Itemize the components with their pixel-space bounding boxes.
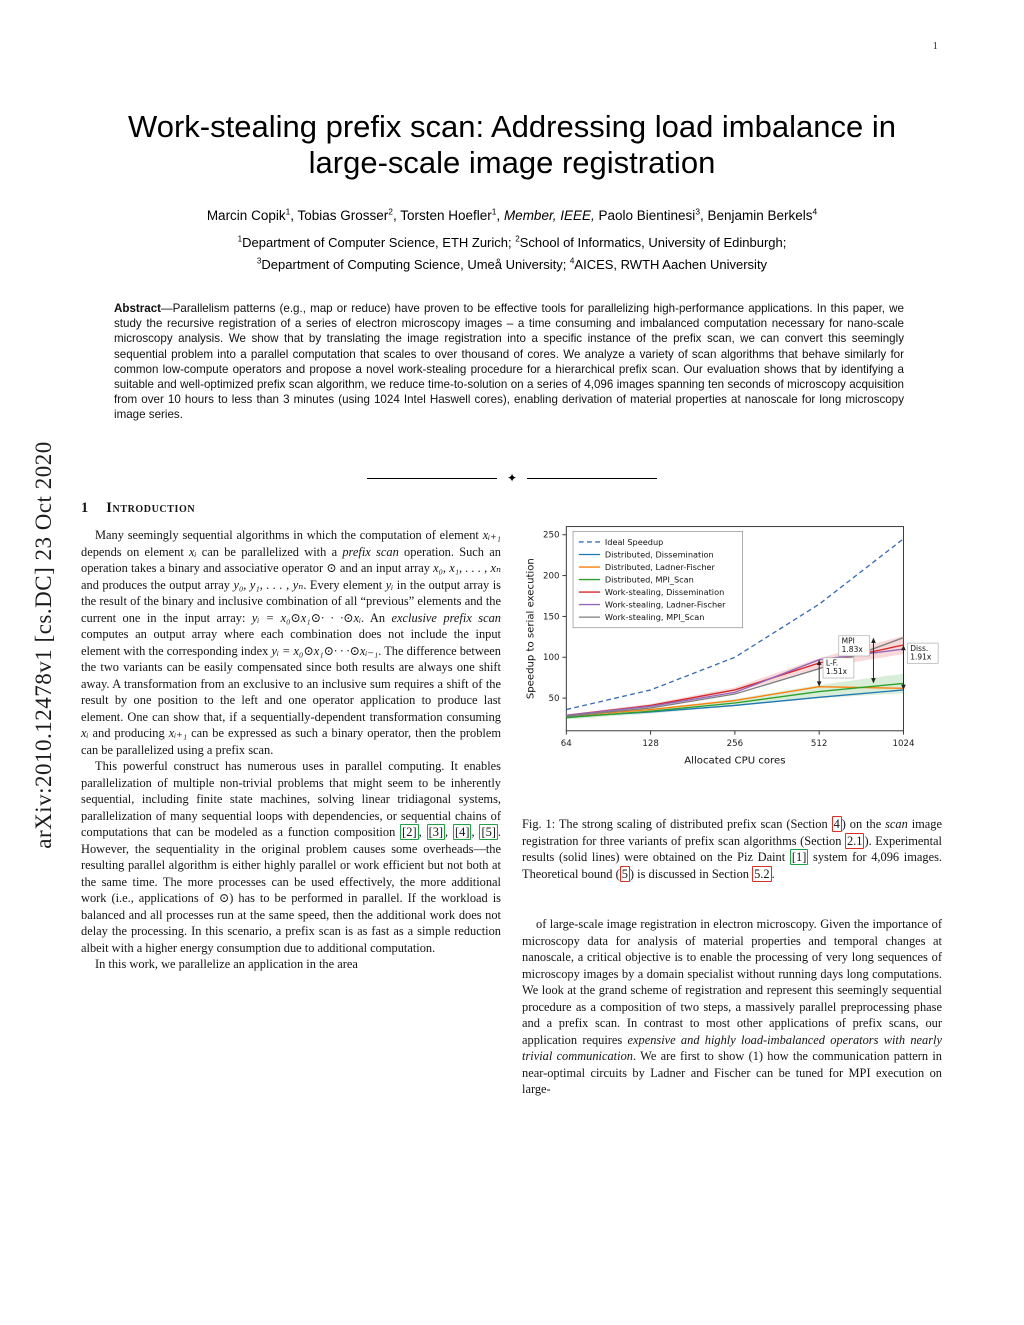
text-segment: xᵢ [81, 726, 89, 741]
paper-title: Work-stealing prefix scan: Addressing load imbalance in large-scale image registration [128, 108, 896, 181]
svg-text:1024: 1024 [892, 739, 915, 750]
text-segment: School of Informatics, University of Edinburgh; [519, 235, 787, 250]
separator-rule-left [367, 478, 497, 479]
svg-text:Distributed, Ladner-Fischer: Distributed, Ladner-Fischer [604, 561, 715, 572]
text-segment: Department of Computing Science, Umeå University; [261, 257, 570, 272]
internal-ref-link[interactable]: 4 [833, 817, 840, 831]
figure-1 [522, 515, 942, 804]
svg-text:100: 100 [543, 653, 560, 664]
svg-text:64: 64 [560, 739, 572, 750]
intro-paragraph-3 [81, 956, 501, 973]
text-segment: In this work, we parallelize an application in the area [95, 957, 358, 972]
svg-text:256: 256 [726, 739, 744, 750]
section-number: 1 [81, 500, 89, 516]
citation-link[interactable]: [1] [791, 850, 807, 864]
text-segment: and producing [88, 726, 169, 741]
text-segment: . Every element [303, 577, 386, 592]
svg-text:Work-stealing, Dissemination: Work-stealing, Dissemination [604, 586, 725, 597]
text-segment: depends on element [81, 544, 190, 559]
two-column-body [81, 497, 943, 1098]
text-segment: yᵢ = x₀⊙x₁⊙· · ·⊙xᵢ [251, 610, 362, 625]
svg-text:Distributed, Dissemination: Distributed, Dissemination [604, 549, 714, 560]
intro-paragraph-2 [81, 758, 501, 956]
svg-text:150: 150 [543, 612, 560, 623]
text-segment: , [471, 825, 480, 840]
text-segment: 3 [695, 206, 700, 217]
citation-link[interactable]: [3] [428, 825, 444, 840]
text-segment: ). Experimental results (solid lines) were obtained on the Piz Daint [522, 833, 942, 864]
text-segment: 4 [812, 206, 818, 217]
text-segment: ) is discussed in Section [629, 866, 753, 881]
right-paragraph-1 [522, 916, 942, 1098]
svg-text:250: 250 [543, 530, 560, 541]
citation-link[interactable]: [4] [455, 825, 470, 840]
svg-text:1.91x: 1.91x [910, 652, 932, 662]
text-segment: xᵢ₊₁ [168, 726, 188, 741]
text-segment: Fig. 1: The strong scaling of distributed prefix scan (Section [522, 817, 832, 831]
text-segment: AICES, RWTH Aachen University [574, 257, 768, 272]
svg-text:MPI: MPI [841, 636, 855, 646]
text-segment: computes an output array where each combination does not include the input element with the corresponding index [81, 627, 501, 658]
text-segment: 3 [256, 256, 262, 266]
figure1-caption [522, 816, 942, 882]
text-segment: This powerful construct has numerous uses in parallel computing. It enables parallelization of multiple non-trivial problems that might seem to be inherently sequential, including finite state machines, solving linear tridiagonal systems, parallelization of many sequential loops with dependencies, or sequential chains of computations that can be modeled as a function composition [81, 759, 501, 840]
text-segment: exclusive prefix scan [391, 610, 501, 625]
text-segment: 1 [285, 206, 291, 217]
svg-text:1.83x: 1.83x [841, 645, 863, 655]
text-segment: of large-scale image registration in electron microscopy. Given the importance of microscopy data for analysis of material properties and temporal changes at nanoscale, a critical objective is to enable the processing of very long sequences of microscopy images by a domain specialist without running days long computations. We look at the grand scheme of registration and represent this seemingly sequential procedure as a composition of two steps, a massively parallel preprocessing phase and a prefix scan. In contrast to most other applications of prefix scans, our application requires [522, 917, 942, 1047]
text-segment: scan [885, 817, 908, 831]
chart-xlabel: Allocated CPU cores [684, 755, 786, 767]
text-segment: . [771, 866, 775, 881]
section-separator [367, 472, 657, 484]
text-segment: 2 [388, 206, 393, 217]
svg-text:1.51x: 1.51x [825, 667, 848, 677]
text-segment: can be expressed as such a binary operator, then the problem can be parallelized using a prefix scan. [81, 726, 501, 757]
affiliations [0, 232, 1024, 276]
svg-text:L-F.: L-F. [825, 658, 839, 668]
text-segment: , [445, 825, 454, 840]
authors-line [0, 208, 1024, 223]
internal-ref-link[interactable]: 2.1 [846, 833, 863, 848]
abstract [114, 301, 904, 423]
svg-text:Work-stealing, MPI_Scan: Work-stealing, MPI_Scan [604, 612, 705, 623]
separator-rule-right [527, 478, 657, 479]
text-segment: image registration for three variants of prefix scan algorithms (Section [522, 817, 942, 848]
affiliation-line-1 [0, 232, 1024, 254]
text-segment: , [496, 208, 504, 223]
diamond-icon: ✦ [506, 471, 518, 485]
left-column [81, 497, 501, 973]
svg-text:512: 512 [810, 739, 828, 750]
text-segment: . The difference between the two variants can be easily compensated since both results are always one shift away. A transformation from an exclusive to an inclusive sum requires a shift of the result by one position to the left and one operator application to produce last element. One can show that, if a sequentially-dependent transformation consuming [81, 643, 501, 724]
text-segment: y₀, y₁, . . . , yₙ [233, 577, 304, 592]
svg-text:Distributed, MPI_Scan: Distributed, MPI_Scan [604, 574, 694, 585]
text-segment: —Parallelism patterns (e.g., map or reduce) have proven to be effective tools for parallelizing high-performance applications. In this paper, we study the recursive registration of a series of electron microscopy images – a time consuming and imbalanced computation necessary for nano-scale microscopy analysis. We show that by translating the image registration into a specific instance of the prefix scan, we can convert this seemingly sequential problem into a parallel computation that scales to over thousand of cores. We analyze a variety of scan algorithms that behave similarly for common low-compute operators and propose a novel work-stealing procedure for a hierarchical prefix scan. Our evaluation shows that by identifying a suitable and well-optimized prefix scan algorithm, we reduce time-to-solution on a series of 4,096 images spanning ten seconds of microscopy acquisition from over 10 hours to less than 3 minutes (using 1024 Intel Haswell cores), enabling derivation of material properties at nanoscale for long microscopy image series. [114, 302, 904, 422]
text-segment: expensive and highly load-imbalanced operators with nearly trivial communication [522, 1032, 942, 1063]
text-segment: operation. Such an operation takes a binary and associative operator ⊙ and an input array [81, 544, 501, 576]
svg-text:Ideal Speedup: Ideal Speedup [604, 536, 664, 547]
text-segment: Many seemingly sequential algorithms in which the computation of element [95, 528, 483, 543]
text-segment: in the output array is the result of the binary and inclusive combination of all “previous” elements and the current one in the input array: [81, 577, 501, 625]
text-segment: Member, IEEE, [503, 208, 595, 223]
svg-text:200: 200 [543, 571, 560, 582]
text-segment: xᵢ₊₁ [482, 528, 501, 543]
chart-legend [573, 531, 743, 627]
figure1-chart [522, 515, 942, 804]
internal-ref-link[interactable]: 5 [621, 866, 628, 881]
text-segment: , Tobias Grosser [290, 208, 389, 223]
chart-ylabel: Speedup to serial execution [525, 558, 537, 700]
text-segment: 1 [491, 206, 497, 217]
text-segment: 1 [237, 234, 243, 244]
text-segment: , Benjamin Berkels [699, 208, 813, 223]
text-segment: x₀, x₁, . . . , xₙ [433, 561, 501, 576]
page-number: 1 [932, 40, 938, 52]
arxiv-watermark: arXiv:2010.12478v1 [cs.DC] 23 Oct 2020 [31, 441, 56, 849]
text-segment: system for 4,096 images. Theoretical bound ( [522, 850, 942, 881]
text-segment: yᵢ = x₀⊙x₁⊙· · ·⊙xᵢ₋₁ [271, 643, 379, 658]
text-segment: can be parallelized with a [196, 544, 343, 559]
affiliation-line-2 [0, 254, 1024, 276]
svg-text:Work-stealing, Ladner-Fischer: Work-stealing, Ladner-Fischer [604, 599, 726, 610]
text-segment: xᵢ [189, 544, 197, 559]
text-segment: Department of Computer Science, ETH Zurich; [242, 235, 516, 250]
svg-text:Diss.: Diss. [910, 643, 929, 653]
citation-link[interactable]: [2] [402, 825, 417, 840]
svg-text:128: 128 [642, 739, 659, 750]
text-segment: . An [361, 610, 392, 625]
text-segment: 2 [515, 234, 520, 244]
text-segment: ) on the [841, 817, 886, 831]
text-segment: . However, the sequentiality in the original problem causes some overheads—the resulting parallel algorithm is either highly parallel or work efficient but not both at the same time. The more processes can be used effectively, the more additional work (i.e., applications of ⊙) has to be performed in parallel. If the workload is balanced and all processes run at the same speed, then the additional work does not delay the processing. In this scenario, a prefix scan is as fast as a simple reduction albeit with a higher energy consumption due to additional computation. [81, 825, 502, 955]
text-segment: . We are first to show (1) how the communication pattern in near-optimal circuits by Ladner and Fischer can be tuned for MPI execution on large- [522, 1049, 943, 1096]
internal-ref-link[interactable]: 5.2 [754, 866, 770, 881]
text-segment: , [418, 825, 427, 840]
text-segment: Paolo Bientinesi [594, 208, 696, 223]
section-heading-introduction [81, 499, 501, 517]
citation-link[interactable]: [5] [481, 825, 496, 840]
section-title: Introduction [106, 500, 196, 516]
right-column [522, 497, 942, 1098]
svg-text:50: 50 [548, 693, 560, 704]
text-segment: yᵢ [385, 577, 394, 592]
text-segment: 4 [569, 256, 575, 266]
text-segment: , Torsten Hoefler [392, 208, 492, 223]
text-segment: prefix scan [342, 544, 399, 559]
text-segment: Marcin Copik [206, 208, 286, 223]
text-segment: and produces the output array [81, 577, 234, 592]
intro-paragraph-1 [81, 527, 501, 758]
text-segment: Abstract [114, 302, 162, 315]
